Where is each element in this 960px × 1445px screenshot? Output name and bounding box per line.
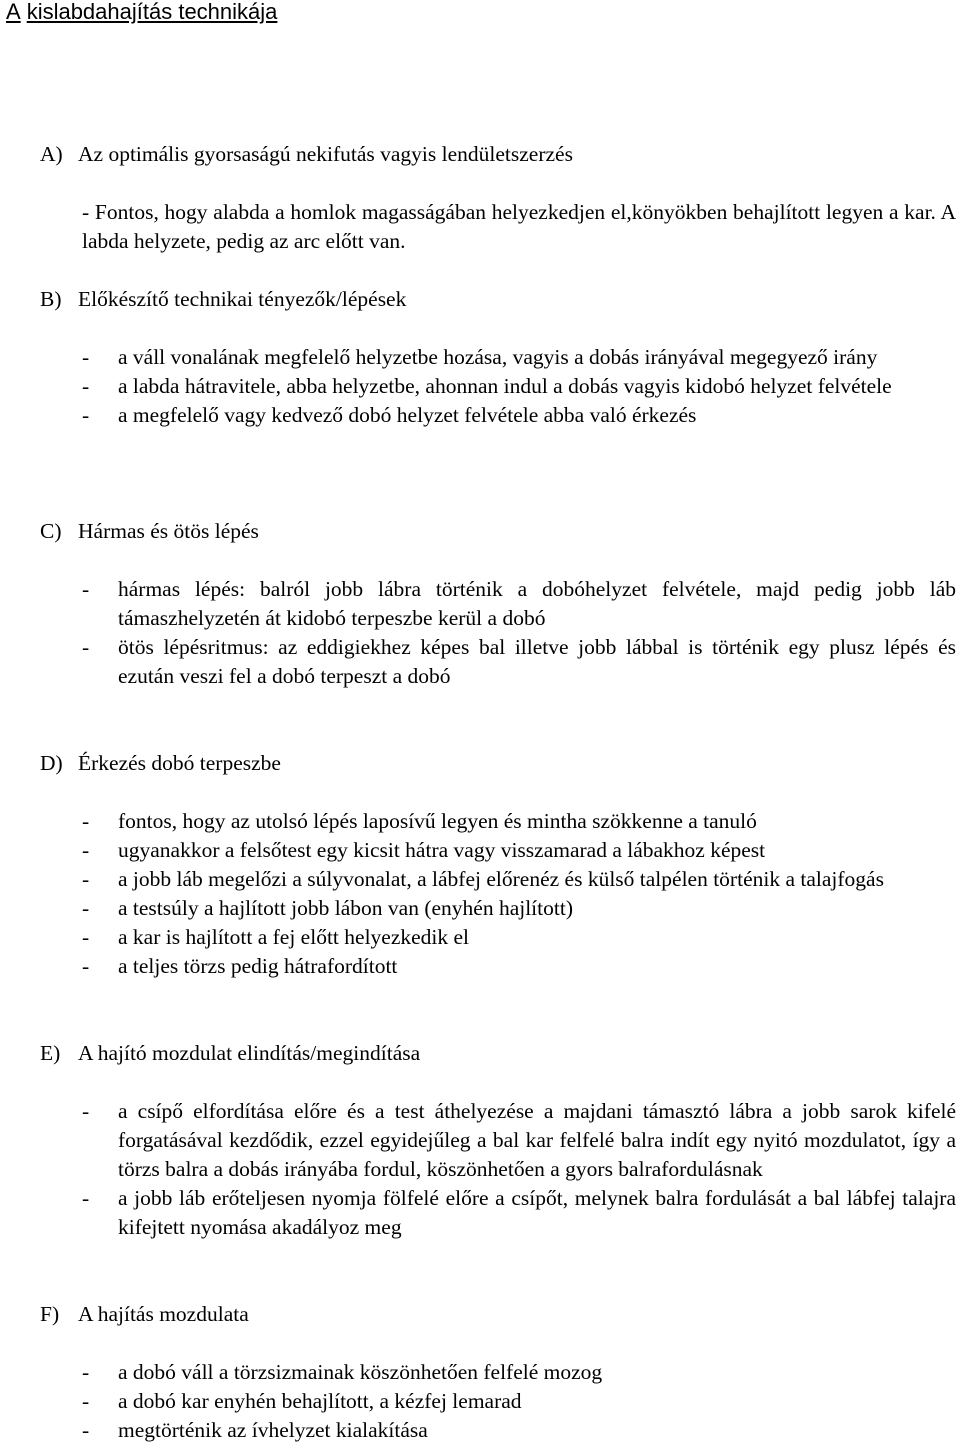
list-item [82,401,956,430]
section-title: Előkészítő technikai tényezők/lépések [78,287,407,311]
section-letter: F) [40,1302,60,1326]
title-prefix: A [6,0,21,24]
list-item [82,894,956,923]
section-c-list [82,575,956,691]
section-b-list [82,343,956,430]
dash-bullet: - [82,577,90,601]
list-item-text: a kar is hajlított a fej előtt helyezkedik el [118,925,470,949]
list-item-text: ötös lépésritmus: az eddigiekhez képes bal illetve jobb lábbal is történik egy plusz lépés és ezután veszi fel a dobó terpeszt a dobó [118,635,956,688]
list-item [82,807,956,836]
section-title: Érkezés dobó terpeszbe [78,751,281,775]
dash-bullet: - [82,403,90,427]
dash-bullet: - [82,635,90,659]
list-item-text: a jobb láb erőteljesen nyomja fölfelé előre a csípőt, melynek balra fordulását a bal lábfej talajra kifejtett nyomása akadályoz meg [118,1186,956,1239]
dash-bullet: - [82,1418,90,1442]
list-item [82,575,956,633]
dash-bullet: - [82,954,90,978]
list-item [82,1097,956,1184]
list-item [82,633,956,691]
list-item-text: a dobó kar enyhén behajlított, a kézfej lemarad [118,1389,522,1413]
dash-bullet: - [82,1389,90,1413]
dash-bullet: - [82,1186,90,1210]
title-text: kislabdahajítás technikája [26,0,278,24]
section-d-list [82,807,956,981]
list-item [82,952,956,981]
dash-bullet: - [82,1099,90,1123]
section-heading-b [40,285,406,314]
list-item-text: hármas lépés: balról jobb lábra történik a dobóhelyzet felvétele, majd pedig jobb láb támaszhelyzetén át kidobó terpeszbe kerül a dobó [118,577,956,630]
list-item [82,1416,956,1445]
list-item [82,1387,956,1416]
dash-bullet: - [82,838,90,862]
section-title: Az optimális gyorsaságú nekifutás vagyis lendületszerzés [78,142,573,166]
dash-bullet: - [82,374,90,398]
list-item-text: a labda hátravitele, abba helyzetbe, ahonnan indul a dobás vagyis kidobó helyzet felvétele [118,374,892,398]
list-item-text: a csípő elfordítása előre és a test áthelyezése a majdani támasztó lábra a jobb sarok kifelé forgatásával kezdődik, ezzel egyidejűleg a bal kar felfelé balra indít egy nyitó mozdulatot, így a törzs balra a dobás irányába fordul, köszönhetően a gyors balrafordulásnak [118,1099,956,1181]
page-title [6,0,277,27]
dash-bullet: - [82,809,90,833]
section-heading-c [40,517,259,546]
list-item-text: a dobó váll a törzsizmainak köszönhetően felfelé mozog [118,1360,603,1384]
list-item-text: a jobb láb megelőzi a súlyvonalat, a lábfej előrenéz és külső talpélen történik a talajfogás [118,867,884,891]
section-heading-a [40,140,573,169]
list-item [82,923,956,952]
list-item [82,865,956,894]
dash-bullet: - [82,345,90,369]
section-title: A hajítás mozdulata [78,1302,249,1326]
dash-bullet: - [82,867,90,891]
section-letter: B) [40,287,62,311]
list-item [82,1358,956,1387]
list-item [82,836,956,865]
list-item-text: fontos, hogy az utolsó lépés laposívű legyen és mintha szökkenne a tanuló [118,809,757,833]
section-f-list [82,1358,956,1445]
list-item-text: a megfelelő vagy kedvező dobó helyzet felvétele abba való érkezés [118,403,697,427]
list-item-text: a testsúly a hajlított jobb lábon van (enyhén hajlított) [118,896,573,920]
list-item-text: megtörténik az ívhelyzet kialakítása [118,1418,428,1442]
section-e-list [82,1097,956,1242]
section-title: Hármas és ötös lépés [78,519,259,543]
list-item-text: a teljes törzs pedig hátrafordított [118,954,398,978]
list-item-text: ugyanakkor a felsőtest egy kicsit hátra vagy visszamarad a lábakhoz képest [118,838,766,862]
section-heading-f [40,1300,249,1329]
dash-bullet: - [82,896,90,920]
section-a-paragraph: - Fontos, hogy alabda a homlok magasságában helyezkedjen el,könyökben behajlított legyen a kar. A labda helyzete, pedig az arc előtt van. [82,200,956,253]
section-letter: D) [40,751,63,775]
section-heading-e [40,1039,420,1068]
section-title: A hajító mozdulat elindítás/megindítása [78,1041,421,1065]
list-item [82,343,956,372]
list-item [82,372,956,401]
list-item-text: a váll vonalának megfelelő helyzetbe hozása, vagyis a dobás irányával megegyező irány [118,345,878,369]
section-heading-d [40,749,281,778]
section-letter: E) [40,1041,61,1065]
dash-bullet: - [82,925,90,949]
section-letter: A) [40,142,63,166]
dash-bullet: - [82,1360,90,1384]
list-item [82,1184,956,1242]
section-letter: C) [40,519,62,543]
